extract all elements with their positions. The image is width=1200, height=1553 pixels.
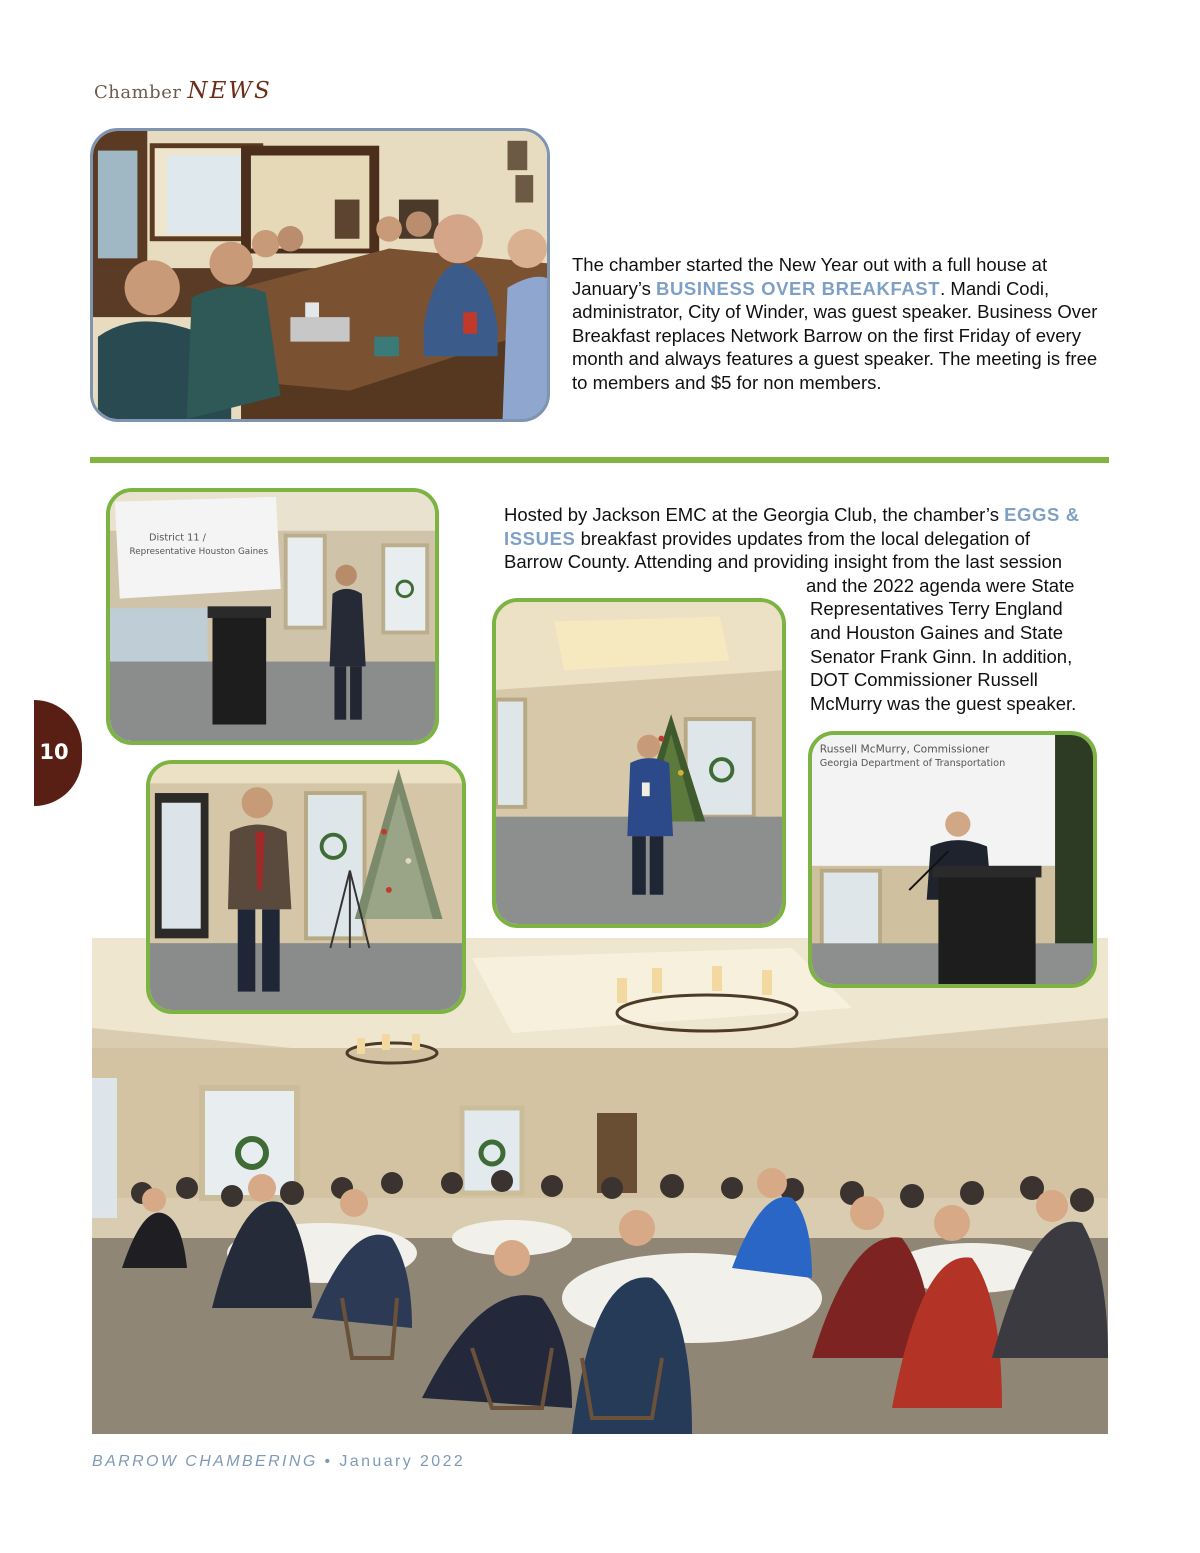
- screen-slide-line2: Representative Houston Gaines: [129, 547, 269, 557]
- article-line: Senator Frank Ginn. In addition,: [810, 645, 1073, 667]
- text-run: breakfast provides updates from the local delegation of: [575, 527, 1031, 549]
- section-title: NEWS: [187, 78, 272, 104]
- event-name-business-over-breakfast: BUSINESS OVER BREAKFAST: [655, 277, 941, 299]
- article-line: Representatives Terry England: [810, 598, 1063, 620]
- article-line: administrator, City of Winder, was guest speaker. Business Over: [572, 301, 1098, 323]
- text-run: . Mandi Codi,: [940, 277, 1050, 299]
- dot-commissioner-photo: [808, 731, 1097, 988]
- article-line: Breakfast replaces Network Barrow on the first Friday of every: [572, 324, 1081, 346]
- state-representative-photo: [146, 760, 466, 1014]
- page-footer: [92, 1453, 465, 1471]
- event-name-eggs-issues-cont: ISSUES: [504, 527, 576, 549]
- event-name-eggs-issues: EGGS &: [1004, 504, 1080, 525]
- section-label: Chamber: [94, 82, 182, 103]
- article-line: The chamber started the New Year out with a full house at: [572, 254, 1048, 275]
- text-run: January’s: [572, 277, 656, 299]
- article-line: [504, 503, 1104, 527]
- publication-name: BARROW CHAMBERING: [92, 1453, 318, 1470]
- article-line: to members and $5 for non members.: [572, 371, 882, 393]
- article-line: and the 2022 agenda were State: [806, 574, 1075, 596]
- article-line: McMurry was the guest speaker.: [810, 692, 1077, 714]
- issue-date: January 2022: [339, 1453, 466, 1470]
- article-line: month and always features a guest speaker. The meeting is free: [572, 348, 1098, 370]
- text-run: Hosted by Jackson EMC at the Georgia Club, the chamber’s: [504, 504, 1005, 525]
- screen-slide-line1: Russell McMurry, Commissioner: [819, 742, 990, 756]
- article-line: DOT Commissioner Russell: [810, 669, 1038, 691]
- page-number: 10: [39, 740, 69, 764]
- article-line: [572, 277, 1102, 301]
- footer-separator: •: [317, 1453, 340, 1470]
- section-header: [94, 78, 272, 104]
- section-divider: [90, 457, 1109, 463]
- article-line: Barrow County. Attending and providing insight from the last session: [504, 551, 1063, 573]
- senator-speaking-photo: [492, 598, 786, 928]
- screen-slide-line2: Georgia Department of Transportation: [819, 758, 1006, 769]
- business-over-breakfast-photo: [90, 128, 550, 422]
- article-line: and Houston Gaines and State: [810, 621, 1064, 643]
- representative-speaking-photo: [106, 488, 439, 745]
- business-over-breakfast-article: [572, 253, 1102, 395]
- article-line: [504, 527, 1104, 551]
- screen-slide-line1: District 11 /: [149, 532, 206, 544]
